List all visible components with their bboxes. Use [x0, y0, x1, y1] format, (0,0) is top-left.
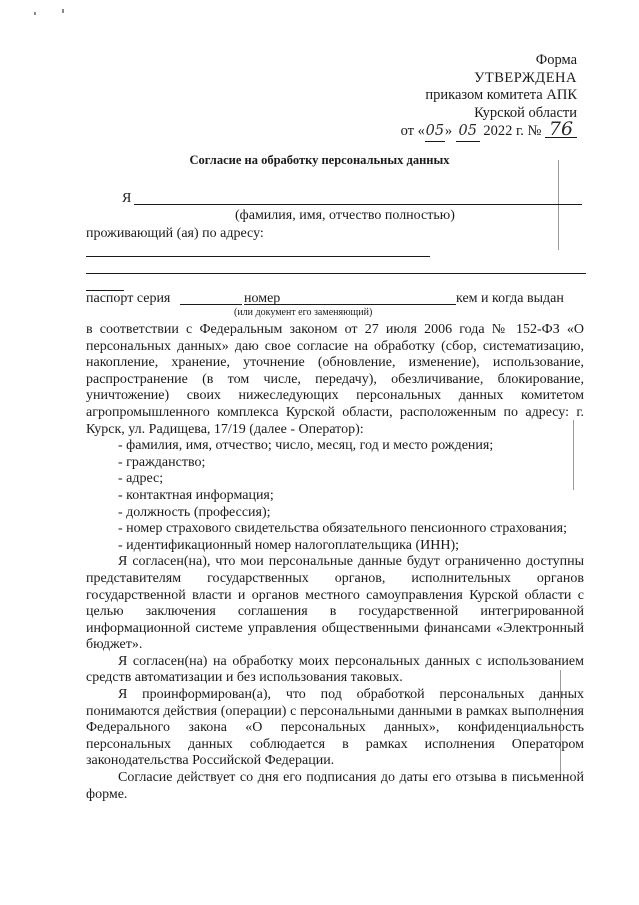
i-label: Я: [122, 191, 132, 206]
scan-speck: [62, 9, 64, 13]
region-line: Курской области: [474, 104, 577, 121]
scan-edge-line: [558, 160, 559, 250]
fio-hint: (фамилия, имя, отчество полностью): [235, 208, 455, 223]
document-hint: (или документ его заменяющий): [234, 307, 373, 318]
consent-paragraph: Я согласен(на), что мои персональные данные будут ограниченно доступны представителям государственных органов, исполнительных органов государственной власти и органов местного самоуправления Курской области с целью заключения соглашения в государственной интегрированной информационной системе управления общественными финансами «Электронный бюджет».: [86, 554, 584, 653]
list-item: - контактная информация;: [118, 487, 274, 503]
consent-paragraph: в соответствии с Федеральным законом от 27 июля 2006 года № 152-ФЗ «О персональных данных» даю свое согласие на обработку (сбор, систематизацию, накопление, хранение, уточнение (обновление, изменение), использование, распространение (в том числе, передачу), обезличивание, блокирование, уничтожение) своих нижеследующих персональных данных комитетом агропромышленного комплекса Курской области, расположенным по адресу: г. Курск, ул. Радищева, 17/19 (далее - Оператор):: [86, 322, 584, 437]
passport-number-label: номер: [244, 291, 281, 306]
consent-paragraph: Согласие действует со дня его подписания до даты его отзыва в письменной форме.: [86, 770, 584, 802]
approved-label: УТВЕРЖДЕНА: [474, 69, 577, 86]
consent-paragraph: Я проинформирован(а), что под обработкой персональных данных понимаются действия (операции) с персональными данными в рамках выполнения Федерального закона «О персональных данных», конфиденциальность персональных данных соблюдается в рамках исполнения Оператором законодательства Российской Федерации.: [86, 687, 584, 769]
list-item: - идентификационный номер налогоплательщика (ИНН);: [118, 537, 459, 553]
list-item: - фамилия, имя, отчество; число, месяц, год и место рождения;: [118, 438, 494, 454]
list-item: - гражданство;: [118, 454, 206, 470]
order-day: 05: [425, 123, 445, 142]
order-number: 76: [545, 122, 577, 138]
list-item: - адрес;: [118, 471, 164, 487]
issued-by-label: кем и когда выдан: [456, 291, 564, 306]
list-item: - должность (профессия);: [118, 504, 271, 520]
document-title: Согласие на обработку персональных данных: [189, 153, 450, 167]
list-item: - номер страхового свидетельства обязательного пенсионного страхования;: [118, 521, 567, 537]
form-label: Форма: [535, 52, 577, 68]
address-label: проживающий (ая) по адресу:: [86, 226, 264, 241]
order-date-line: [347, 118, 577, 142]
address-field-2[interactable]: [86, 273, 586, 274]
scan-speck: [34, 12, 36, 15]
fio-field[interactable]: [134, 204, 582, 205]
date-mid: »: [444, 123, 456, 139]
passport-number-field[interactable]: [244, 304, 456, 305]
passport-series-label: паспорт серия: [86, 291, 171, 306]
passport-series-field[interactable]: [180, 304, 242, 305]
approval-block: [347, 52, 577, 142]
consent-paragraph: Я согласен(на) на обработку моих персональных данных с использованием средств автоматизации и без использования таковых.: [86, 653, 584, 686]
consent-body: [86, 322, 584, 803]
order-line: приказом комитета АПК: [425, 87, 577, 103]
date-prefix: от «: [400, 123, 425, 139]
date-suffix: 2022 г. №: [479, 123, 545, 139]
address-field-1[interactable]: [86, 256, 430, 257]
order-month: 05: [456, 123, 480, 142]
